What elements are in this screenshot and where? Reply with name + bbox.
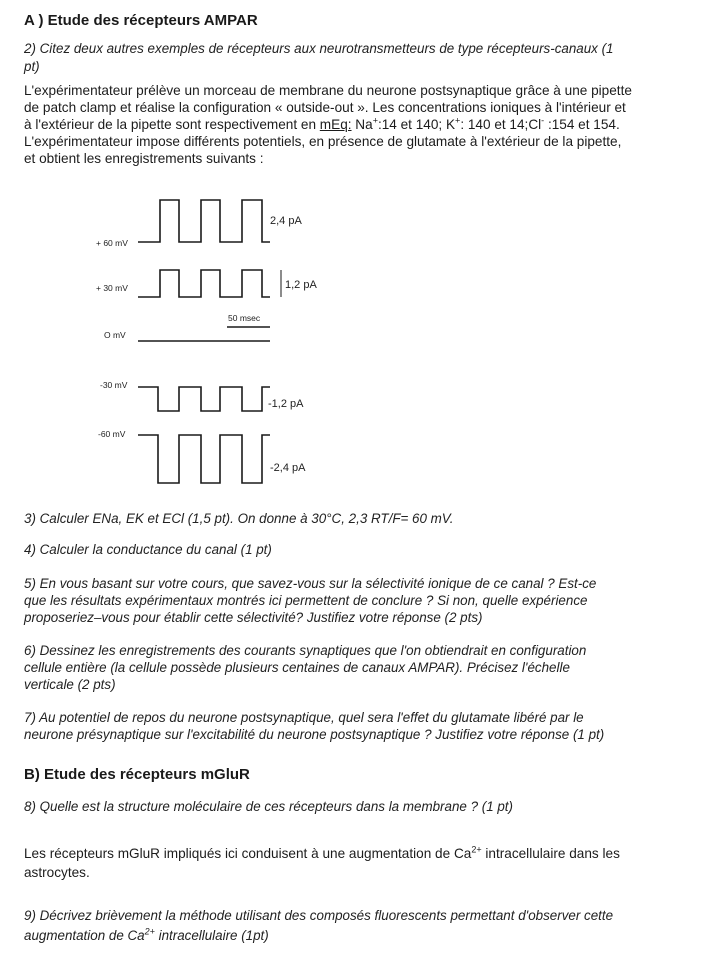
section-b-title: B) Etude des récepteurs mGluR (24, 766, 250, 783)
text-span: :154 et 154. (544, 117, 620, 132)
text-span: intracellulaire (1pt) (154, 928, 269, 943)
text-span: à l'extérieur de la pipette sont respectivement en (24, 117, 320, 132)
scale-bar-label: 50 msec (228, 313, 261, 323)
question-2-line-2: pt) (24, 59, 40, 74)
question-9-line-2 (24, 928, 269, 943)
text-span: Les récepteurs mGluR impliqués ici conduisent à une augmentation de Ca (24, 846, 472, 861)
voltage-label-minus-30: -30 mV (100, 380, 128, 390)
trace-plus-30mv (138, 270, 270, 297)
question-5-line-2: que les résultats expérimentaux montrés ici permettent de conclure ? Si non, quelle expérience (24, 593, 588, 608)
current-label-minus-2-4: -2,4 pA (270, 462, 306, 474)
superscript: + (455, 115, 461, 126)
question-4: 4) Calculer la conductance du canal (1 pt) (24, 542, 272, 557)
voltage-label-minus-60: -60 mV (98, 429, 126, 439)
text-span: :14 et 140; K (377, 117, 456, 132)
section-a-title: A ) Etude des récepteurs AMPAR (24, 12, 258, 29)
text-span: : 140 et 14;Cl (460, 117, 542, 132)
text-span: Na (351, 117, 373, 132)
question-7-line-2: neurone présynaptique sur l'excitabilité du neurone postsynaptique ? Justifiez votre réponse (1 pt) (24, 727, 605, 742)
question-7-line-1: 7) Au potentiel de repos du neurone postsynaptique, quel sera l'effet du glutamate libéré par le (24, 710, 584, 725)
question-2-line-1: 2) Citez deux autres exemples de récepteurs aux neurotransmetteurs de type récepteurs-canaux (1 (24, 41, 614, 56)
voltage-label-plus-30: + 30 mV (96, 283, 128, 293)
current-label-plus-2-4: 2,4 pA (270, 215, 302, 227)
question-9-line-1: 9) Décrivez brièvement la méthode utilisant des composés fluorescents permettant d'observer cette (24, 908, 614, 923)
text-span: augmentation de Ca (24, 928, 145, 943)
question-5-line-1: 5) En vous basant sur votre cours, que savez-vous sur la sélectivité ionique de ce canal ? Est-ce (24, 576, 597, 591)
question-8: 8) Quelle est la structure moléculaire de ces récepteurs dans la membrane ? (1 pt) (24, 799, 513, 814)
question-3: 3) Calculer ENa, EK et ECl (1,5 pt). On donne à 30°C, 2,3 RT/F= 60 mV. (24, 511, 454, 526)
trace-plus-60mv (138, 200, 270, 242)
superscript: + (372, 115, 378, 126)
section-b-paragraph-line-1 (24, 846, 620, 861)
current-label-plus-1-2: 1,2 pA (285, 279, 317, 291)
superscript: - (541, 115, 545, 126)
unit-meq: mEq: (319, 117, 352, 132)
paragraph-line-1: L'expérimentateur prélève un morceau de membrane du neurone postsynaptique grâce à une pipette (24, 83, 632, 98)
question-6-line-1: 6) Dessinez les enregistrements des courants synaptiques que l'on obtiendrait en configuration (24, 643, 587, 658)
voltage-label-plus-60: + 60 mV (96, 238, 128, 248)
paragraph-line-4: L'expérimentateur impose différents potentiels, en présence de glutamate à l'extérieur de la pipette, (24, 134, 622, 149)
superscript: 2+ (144, 926, 155, 937)
question-6-line-3: verticale (2 pts) (24, 677, 116, 692)
section-b-paragraph-line-2: astrocytes. (24, 865, 90, 880)
paragraph-line-3 (24, 117, 620, 132)
text-span: intracellulaire dans les (481, 846, 620, 861)
paragraph-line-5: et obtient les enregistrements suivants : (24, 151, 264, 166)
trace-minus-30mv (138, 387, 270, 411)
superscript: 2+ (471, 844, 482, 855)
patch-clamp-recordings-figure (90, 190, 350, 500)
trace-minus-60mv (138, 435, 270, 483)
paragraph-line-2: de patch clamp et réalise la configuration « outside-out ». Les concentrations ioniques à l'intérieur et (24, 100, 626, 115)
question-5-line-3: proposeriez–vous pour établir cette sélectivité? Justifiez votre réponse (2 pts) (24, 610, 483, 625)
voltage-label-0: O mV (104, 330, 126, 340)
question-6-line-2: cellule entière (la cellule possède plusieurs centaines de canaux AMPAR). Précisez l'échelle (24, 660, 570, 675)
current-label-minus-1-2: -1,2 pA (268, 398, 304, 410)
